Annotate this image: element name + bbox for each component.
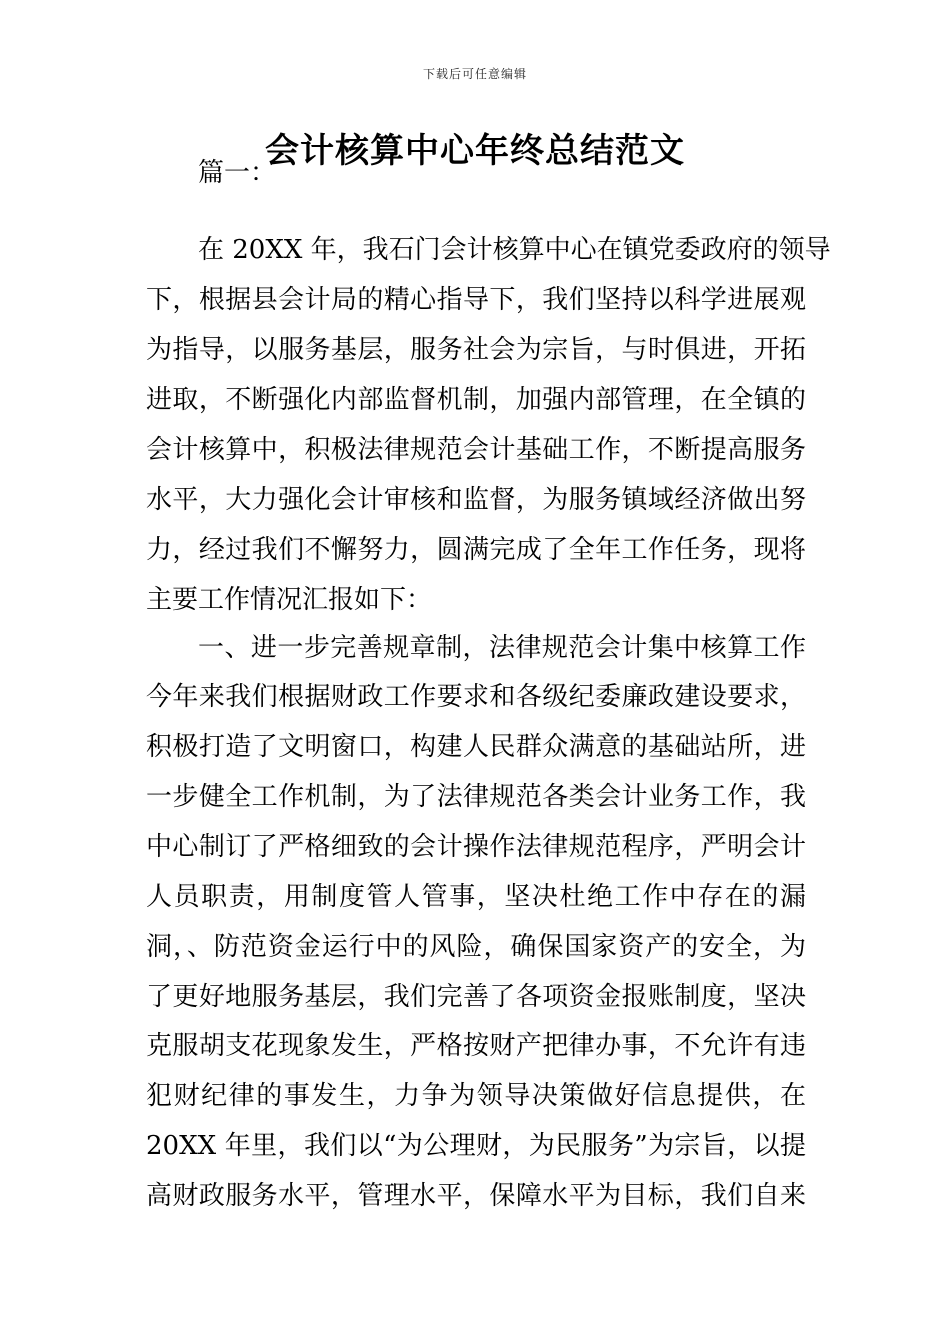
paragraph-1-line: 在 20XX 年，我石门会计核算中心在镇党委政府的领导 [198,235,831,265]
paragraph-2-line: 今年来我们根据财政工作要求和各级纪委廉政建设要求， [146,682,806,712]
paragraph-2-line: 20XX 年里，我们以“为公理财，为民服务”为宗旨，以提 [146,1131,806,1161]
paragraph-2-line: 犯财纪律的事发生，力争为领导决策做好信息提供，在 [146,1081,806,1111]
section-label: 篇一： [198,158,277,188]
paragraph-2-line: 高财政服务水平，管理水平，保障水平为目标，我们自来 [146,1181,806,1211]
paragraph-2-line: 了更好地服务基层，我们完善了各项资金报账制度，坚决 [146,982,806,1012]
section-subheading: 一、进一步完善规章制，法律规范会计集中核算工作 [198,633,806,663]
paragraph-1-line: 水平，大力强化会计审核和监督，为服务镇域经济做出努 [146,485,806,515]
paragraph-2-line: 人员职责，用制度管人管事，坚决杜绝工作中存在的漏 [146,882,806,912]
paragraph-1-line: 主要工作情况汇报如下： [146,585,433,615]
paragraph-2-line: 克服胡支花现象发生，严格按财产把律办事，不允许有违 [146,1031,806,1061]
paragraph-2-line: 中心制订了严格细致的会计操作法律规范程序，严明会计 [146,832,806,862]
paragraph-1-line: 会计核算中，积极法律规范会计基础工作，不断提高服务 [146,435,806,465]
paragraph-1-line: 为指导，以服务基层，服务社会为宗旨，与时俱进，开拓 [146,335,806,365]
paragraph-2-line: 积极打造了文明窗口，构建人民群众满意的基础站所，进 [146,732,806,762]
header-note: 下载后可任意编辑 [422,67,527,81]
paragraph-1-line: 进取，不断强化内部监督机制，加强内部管理，在全镇的 [146,385,806,415]
paragraph-2-line: 一步健全工作机制，为了法律规范各类会计业务工作，我 [146,782,806,812]
paragraph-1-line: 力，经过我们不懈努力，圆满完成了全年工作任务，现将 [146,535,806,565]
paragraph-2-line: 洞，、防范资金运行中的风险，确保国家资产的安全，为 [146,932,806,962]
paragraph-1-line: 下，根据县会计局的精心指导下，我们坚持以科学进展观 [146,285,806,315]
document-title: 会计核算中心年终总结范文 [265,131,685,171]
